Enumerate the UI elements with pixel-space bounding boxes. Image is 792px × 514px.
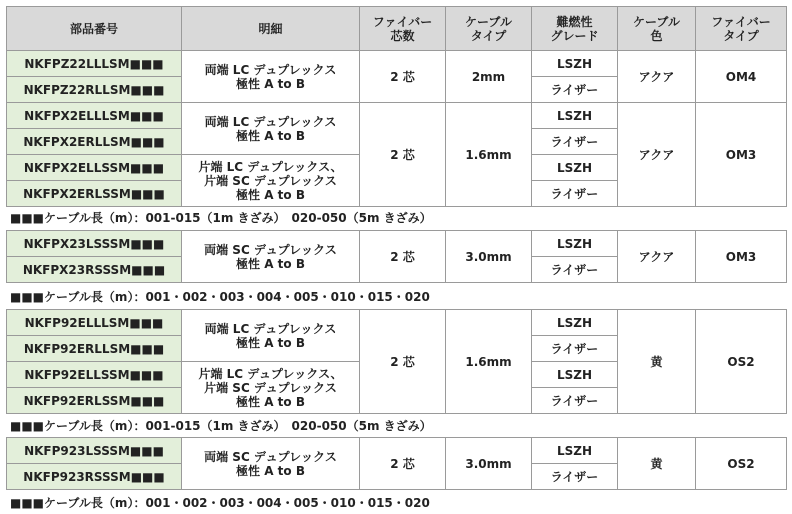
cable-color-cell: アクア — [618, 51, 696, 103]
fiber-type-cell: OM4 — [696, 51, 787, 103]
grade-cell: LSZH — [532, 103, 618, 129]
header-fiber-type: ファイバー タイプ — [696, 7, 787, 51]
spec-table-3 — [6, 309, 787, 414]
fiber-count-cell: 2 芯 — [360, 103, 446, 207]
fiber-count-cell: 2 芯 — [360, 51, 446, 103]
part-number: NKFP92ERLSSM■■■ — [7, 388, 182, 414]
part-number: NKFPZ22LLLSM■■■ — [7, 51, 182, 77]
part-number: NKFP92ELLSSM■■■ — [7, 362, 182, 388]
header-cable-type: ケーブル タイプ — [446, 7, 532, 51]
grade-cell: LSZH — [532, 438, 618, 464]
part-number: NKFP923RSSSM■■■ — [7, 464, 182, 490]
part-number: NKFPX23RSSSM■■■ — [7, 257, 182, 283]
detail-cell: 両端 SC デュプレックス 極性 A to B — [182, 438, 360, 490]
cable-length-note: ■■■ケーブル長（m）：001・002・003・004・005・010・015・020 — [10, 496, 430, 510]
header-part-no: 部品番号 — [7, 7, 182, 51]
fiber-type-cell: OS2 — [696, 438, 787, 490]
grade-cell: ライザー — [532, 181, 618, 207]
cable-length-note: ■■■ケーブル長（m）：001・002・003・004・005・010・015・020 — [10, 290, 430, 304]
header-fiber-count: ファイバー 芯数 — [360, 7, 446, 51]
cable-length-note: ■■■ケーブル長（m）：001-015（1m きざみ） 020-050（5m きざみ） — [10, 419, 432, 433]
detail-cell: 両端 SC デュプレックス 極性 A to B — [182, 231, 360, 283]
fiber-count-cell: 2 芯 — [360, 231, 446, 283]
cable-color-cell: 黄 — [618, 310, 696, 414]
part-number: NKFPX2ERLSSM■■■ — [7, 181, 182, 207]
header-cable-color: ケーブル 色 — [618, 7, 696, 51]
part-number: NKFPX2ERLLSM■■■ — [7, 129, 182, 155]
grade-cell: LSZH — [532, 51, 618, 77]
cable-type-cell: 3.0mm — [446, 438, 532, 490]
header-detail: 明細 — [182, 7, 360, 51]
cable-type-cell: 2mm — [446, 51, 532, 103]
grade-cell: ライザー — [532, 464, 618, 490]
grade-cell: LSZH — [532, 362, 618, 388]
grade-cell: ライザー — [532, 129, 618, 155]
cable-color-cell: アクア — [618, 103, 696, 207]
grade-cell: LSZH — [532, 231, 618, 257]
grade-cell: ライザー — [532, 388, 618, 414]
detail-cell: 片端 LC デュプレックス、 片端 SC デュプレックス 極性 A to B — [182, 155, 360, 207]
cable-type-cell: 1.6mm — [446, 103, 532, 207]
grade-cell: ライザー — [532, 336, 618, 362]
spec-table-2 — [6, 230, 787, 283]
grade-cell: ライザー — [532, 77, 618, 103]
fiber-count-cell: 2 芯 — [360, 310, 446, 414]
part-number: NKFPX2ELLLSM■■■ — [7, 103, 182, 129]
part-number: NKFPX23LSSSM■■■ — [7, 231, 182, 257]
detail-cell: 両端 LC デュプレックス 極性 A to B — [182, 103, 360, 155]
part-number: NKFP92ELLLSM■■■ — [7, 310, 182, 336]
fiber-type-cell: OM3 — [696, 231, 787, 283]
grade-cell: ライザー — [532, 257, 618, 283]
grade-cell: LSZH — [532, 155, 618, 181]
grade-cell: LSZH — [532, 310, 618, 336]
cable-type-cell: 3.0mm — [446, 231, 532, 283]
fiber-type-cell: OM3 — [696, 103, 787, 207]
cable-type-cell: 1.6mm — [446, 310, 532, 414]
detail-cell: 両端 LC デュプレックス 極性 A to B — [182, 310, 360, 362]
detail-cell: 片端 LC デュプレックス、 片端 SC デュプレックス 極性 A to B — [182, 362, 360, 414]
fiber-count-cell: 2 芯 — [360, 438, 446, 490]
spec-table-4 — [6, 437, 787, 490]
part-number: NKFP923LSSSM■■■ — [7, 438, 182, 464]
cable-color-cell: 黄 — [618, 438, 696, 490]
cable-length-note: ■■■ケーブル長（m）：001-015（1m きざみ） 020-050（5m きざみ） — [10, 211, 432, 225]
cable-color-cell: アクア — [618, 231, 696, 283]
detail-cell: 両端 LC デュプレックス 極性 A to B — [182, 51, 360, 103]
header-flame-grade: 難燃性 グレード — [532, 7, 618, 51]
spec-table-1 — [6, 6, 787, 207]
part-number: NKFPX2ELLSSM■■■ — [7, 155, 182, 181]
part-number: NKFPZ22RLLSM■■■ — [7, 77, 182, 103]
fiber-type-cell: OS2 — [696, 310, 787, 414]
part-number: NKFP92ERLLSM■■■ — [7, 336, 182, 362]
